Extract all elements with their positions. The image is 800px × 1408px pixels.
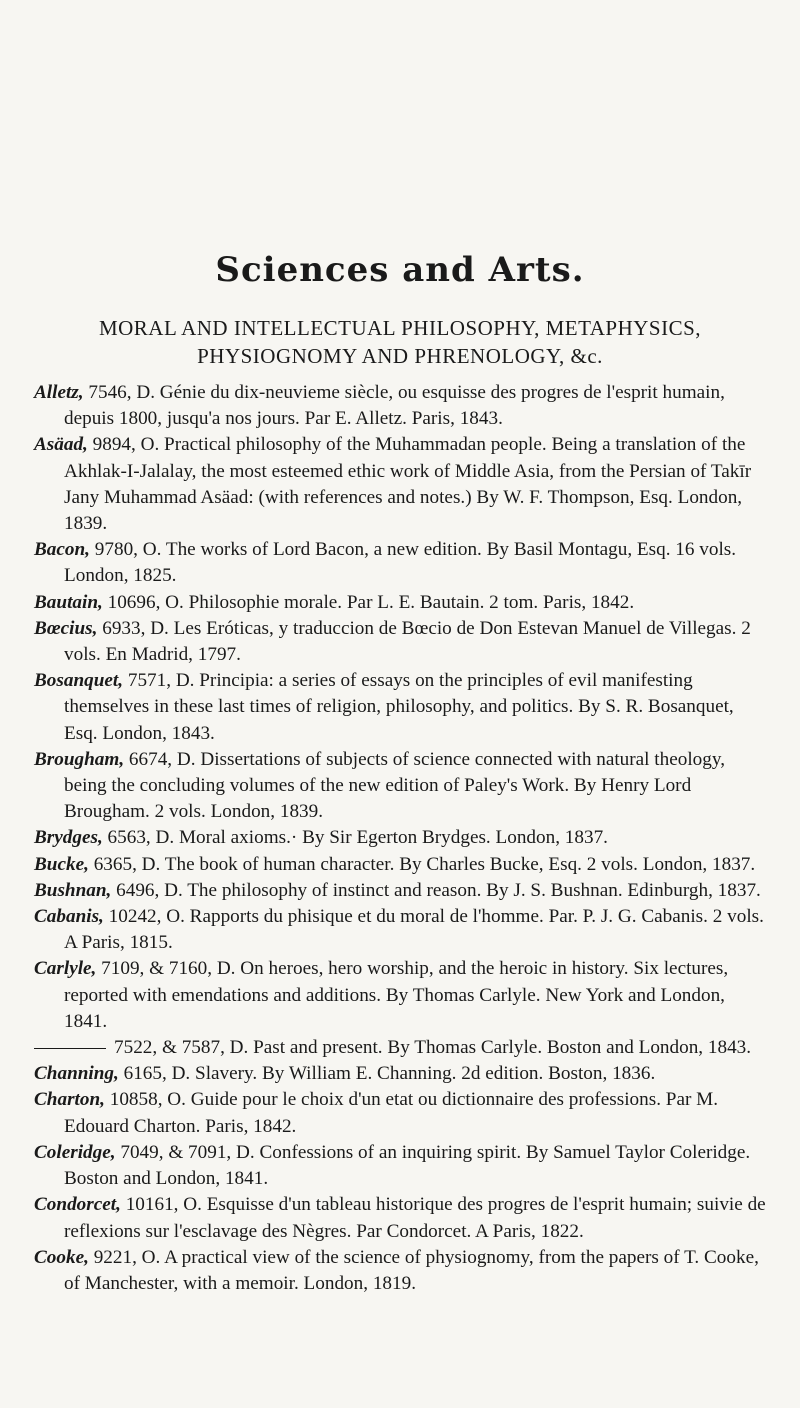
- entry-author: Bosanquet,: [34, 670, 124, 692]
- entry-author: Charton,: [34, 1089, 105, 1111]
- entry-author: Carlyle,: [34, 958, 97, 980]
- catalog-entry: [34, 852, 770, 878]
- ditto-dash: [34, 1048, 106, 1049]
- entry-author: Brydges,: [34, 827, 103, 849]
- section-subheading: MORAL AND INTELLECTUAL PHILOSOPHY, METAPHYSICS, PHYSIOGNOMY AND PHRENOLOGY, &c.: [98, 316, 702, 368]
- entry-text: 10858, O. Guide pour le choix d'un etat ou dictionnaire des professions. Par M. Edouard Charton. Paris, 1842.: [64, 1089, 719, 1137]
- catalog-entry-continued: [34, 1035, 770, 1061]
- entry-text: 7109, & 7160, D. On heroes, hero worship, and the heroic in history. Six lectures, reported with emendations and additions. By Thomas Carlyle. New York and London, 1841.: [64, 958, 729, 1032]
- entry-text: 6933, D. Les Eróticas, y traduccion de Bœcio de Don Estevan Manuel de Villegas. 2 vols. En Madrid, 1797.: [64, 617, 751, 666]
- entry-text: 7571, D. Principia: a series of essays on the principles of evil manifesting themselves in these last times of religion, philosophy, and politics. By S. R. Bosanquet, Esq. London, 1843.: [64, 670, 734, 744]
- catalog-entry: [34, 590, 770, 616]
- catalog-entry: [34, 432, 770, 537]
- entry-author: Bushnan,: [34, 879, 112, 901]
- entry-author: Bœcius,: [34, 617, 98, 639]
- catalog-entry: [34, 904, 770, 956]
- catalog-entry: [34, 1192, 770, 1244]
- entry-author: Alletz,: [34, 382, 84, 403]
- entry-author: Asäad,: [34, 434, 88, 456]
- catalog-entry: [34, 956, 770, 1035]
- catalog-entry: [34, 1061, 770, 1087]
- entry-text: 6365, D. The book of human character. By Charles Bucke, Esq. 2 vols. London, 1837.: [88, 853, 756, 875]
- catalog-entry: [34, 537, 770, 589]
- entry-text: 7546, D. Génie du dix-neuvieme siècle, ou esquisse des progres de l'esprit humain, depuis 1800, jusqu'a nos jours. Par E. Alletz. Paris, 1843.: [64, 382, 725, 430]
- entry-text: 10161, O. Esquisse d'un tableau historique des progres de l'esprit humain; suivie de reflexions sur l'esclavage des Nègres. Par Condorcet. A Paris, 1822.: [64, 1194, 766, 1242]
- entry-text: 10242, O. Rapports du phisique et du moral de l'homme. Par. P. J. G. Cabanis. 2 vols. A Paris, 1815.: [64, 906, 764, 954]
- catalog-entry: [34, 380, 770, 432]
- entry-list: [34, 380, 770, 1297]
- entry-text: 6496, D. The philosophy of instinct and reason. By J. S. Bushnan. Edinburgh, 1837.: [111, 879, 761, 901]
- catalog-entry: [34, 668, 770, 747]
- entry-author: Channing,: [34, 1063, 119, 1085]
- entry-author: Condorcet,: [34, 1194, 121, 1216]
- entry-text: 6674, D. Dissertations of subjects of science connected with natural theology, being the concluding volumes of the new edition of Paley's Work. By Henry Lord Brougham. 2 vols. London, 1839.: [64, 748, 725, 823]
- catalog-entry: [34, 1087, 770, 1139]
- catalog-entry: [34, 1140, 770, 1192]
- entry-text: 9221, O. A practical view of the science of physiognomy, from the papers of T. Cooke, of Manchester, with a memoir. London, 1819.: [64, 1246, 759, 1294]
- catalog-entry: [34, 878, 770, 904]
- entry-author: Cooke,: [34, 1246, 89, 1268]
- entry-text: 6165, D. Slavery. By William E. Channing. 2d edition. Boston, 1836.: [118, 1063, 656, 1085]
- entry-text: 7049, & 7091, D. Confessions of an inquiring spirit. By Samuel Taylor Coleridge. Boston and London, 1841.: [64, 1141, 751, 1190]
- entry-text: 10696, O. Philosophie morale. Par L. E. Bautain. 2 tom. Paris, 1842.: [102, 591, 635, 613]
- catalog-entry: [34, 825, 770, 851]
- entry-text: 6563, D. Moral axioms.· By Sir Egerton Brydges. London, 1837.: [102, 827, 608, 849]
- entry-text: 9894, O. Practical philosophy of the Muhammadan people. Being a translation of the Akhlak-I-Jalalay, the most esteemed ethic work of Middle Asia, from the Persian of Takīr Jany Muhammad Asäad: (with references and notes.) By W. F. Thompson, Esq. London, 1839.: [64, 434, 752, 535]
- entry-author: Bautain,: [34, 591, 103, 613]
- entry-author: Coleridge,: [34, 1141, 116, 1163]
- section-heading: Sciences and Arts.: [215, 250, 585, 290]
- entry-text: 9780, O. The works of Lord Bacon, a new edition. By Basil Montagu, Esq. 16 vols. London, 1825.: [64, 539, 737, 587]
- catalog-entry: [34, 1245, 770, 1297]
- catalog-entry: [34, 747, 770, 826]
- entry-author: Bacon,: [34, 539, 90, 561]
- entry-text: 7522, & 7587, D. Past and present. By Thomas Carlyle. Boston and London, 1843.: [114, 1037, 752, 1059]
- entry-author: Brougham,: [34, 748, 125, 770]
- entry-author: Cabanis,: [34, 906, 104, 928]
- entry-author: Bucke,: [34, 853, 89, 875]
- catalog-entry: [34, 616, 770, 668]
